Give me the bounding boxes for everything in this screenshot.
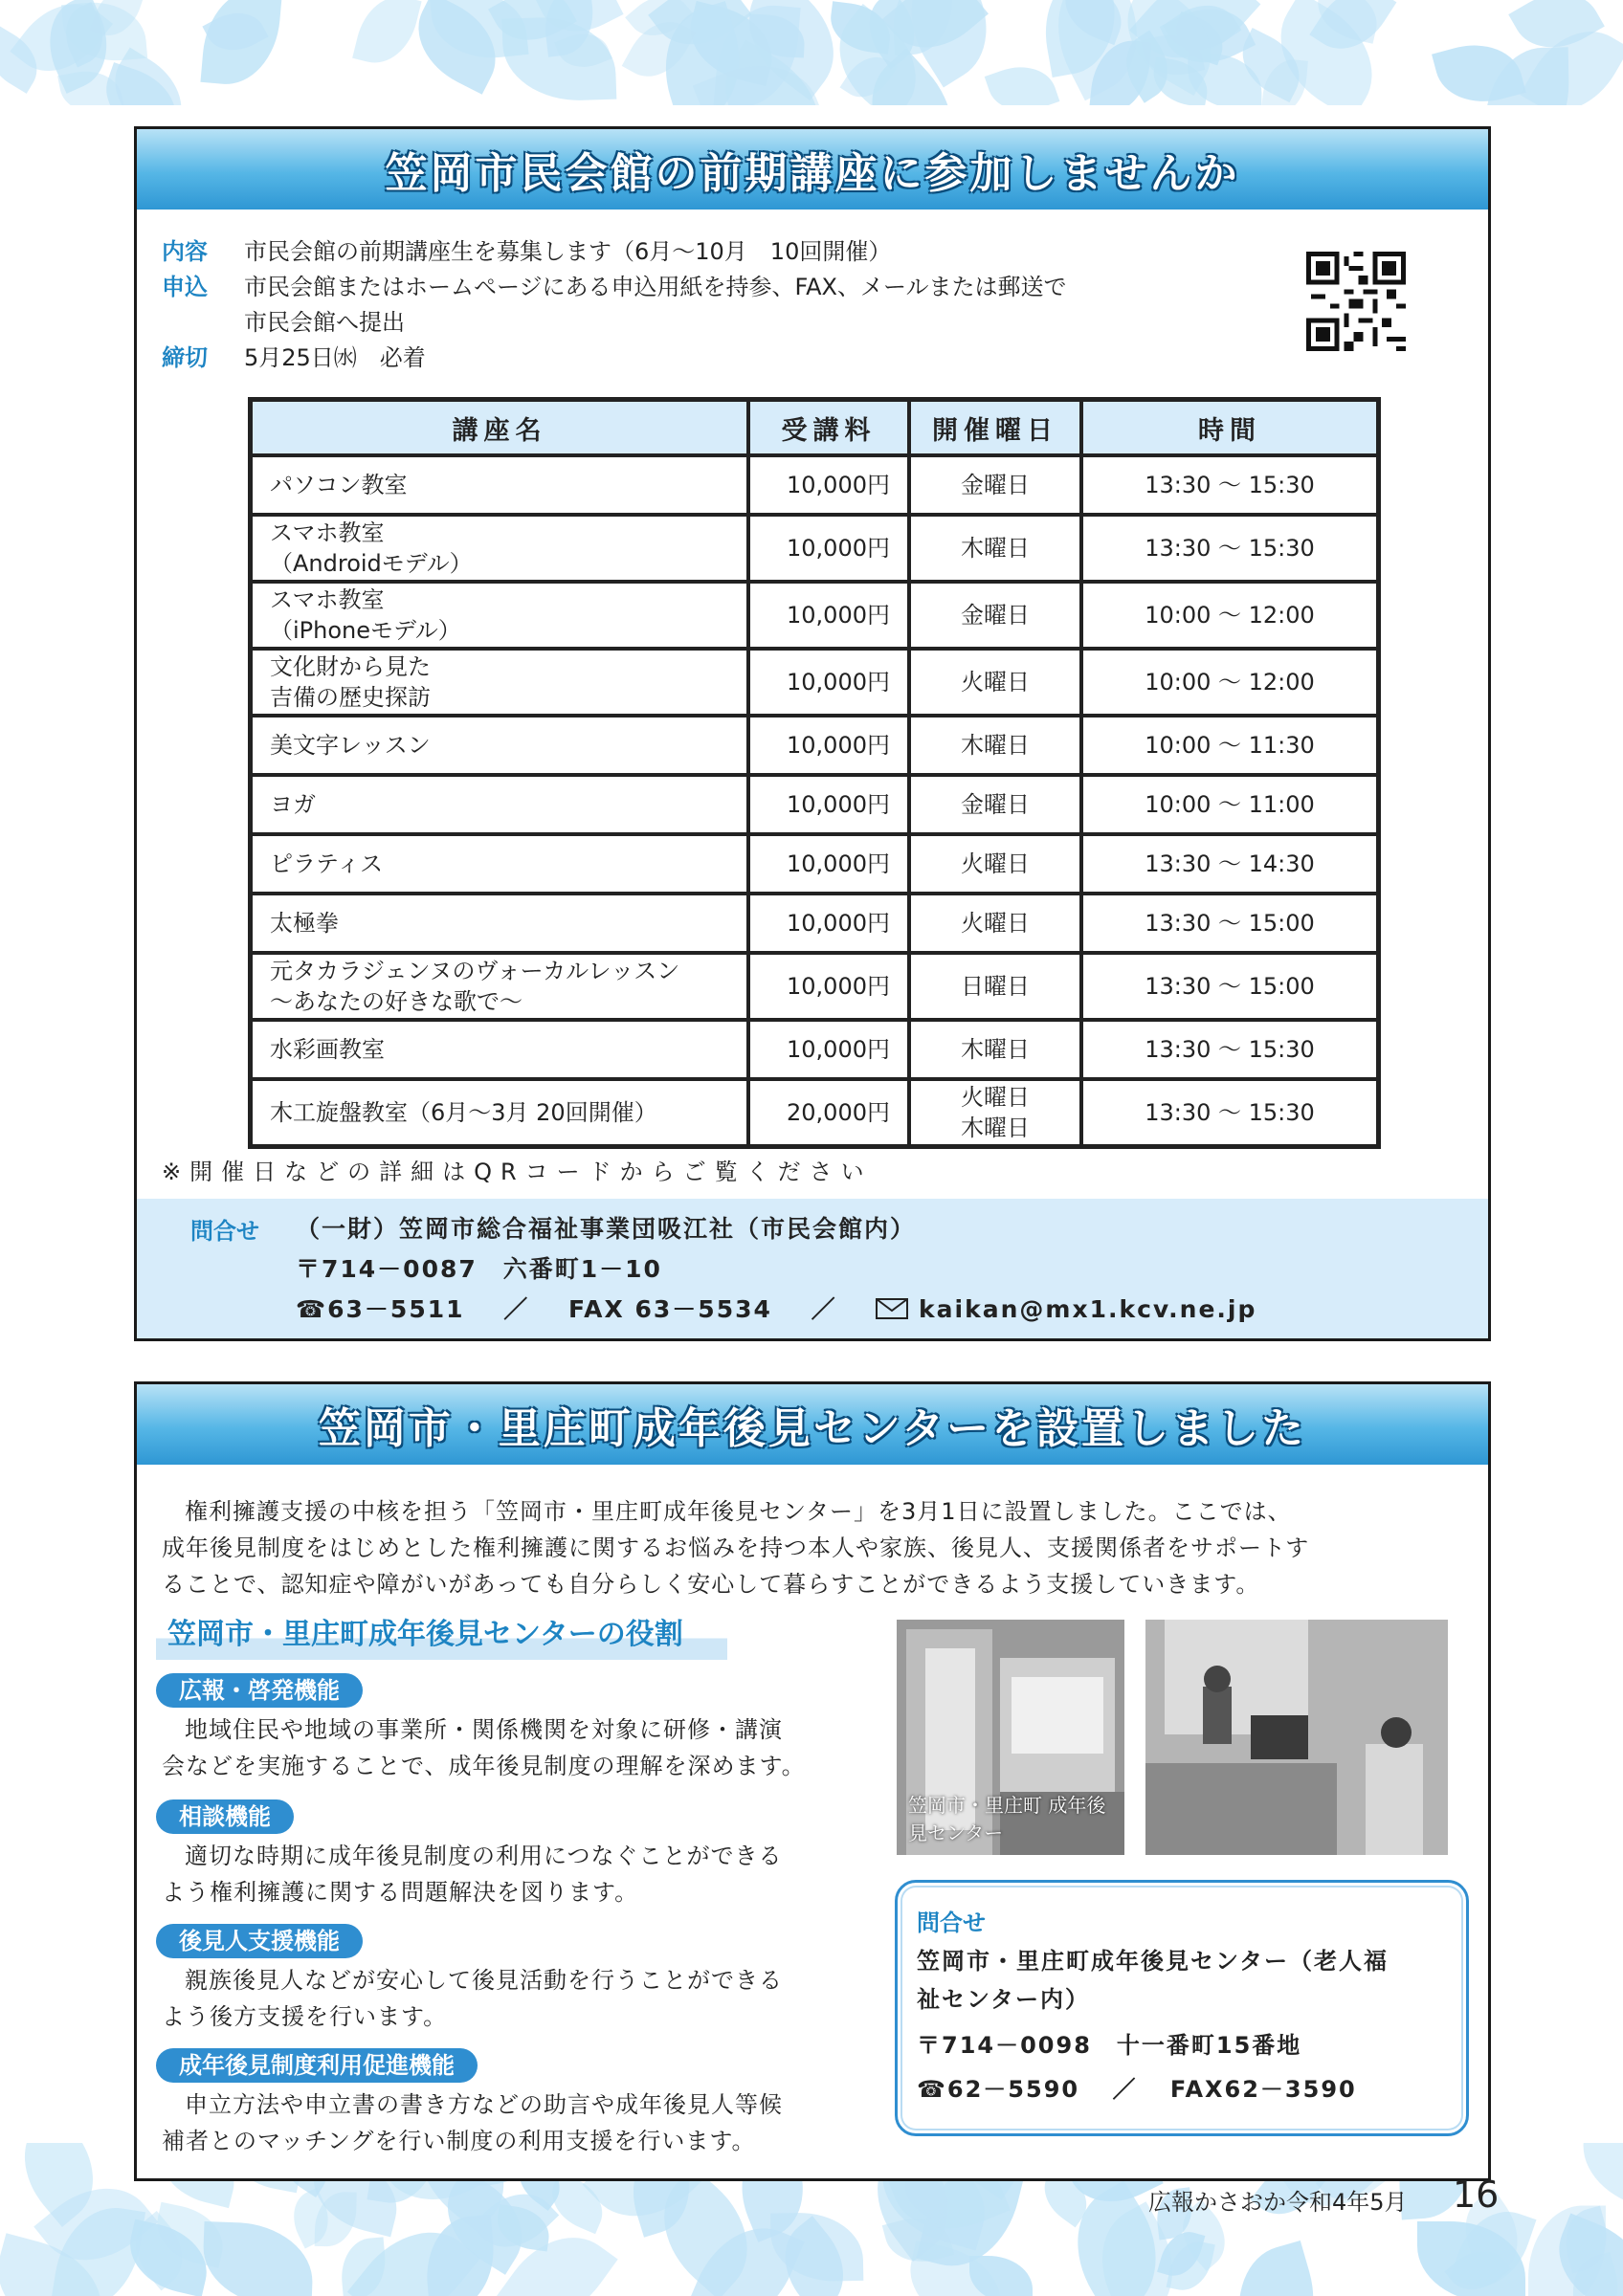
fee-cell: 10,000円 (748, 953, 909, 1020)
time-cell: 10:00 ～ 11:00 (1081, 775, 1378, 834)
course-name-cell: スマホ教室 （iPhoneモデル） (251, 582, 748, 649)
course-name-cell: パソコン教室 (251, 455, 748, 515)
col-time: 時間 (1081, 400, 1378, 455)
detail-label: 内容 (162, 238, 208, 265)
contact-address: 〒714－0098 十一番町15番地 (917, 2032, 1302, 2059)
fee-cell: 10,000円 (748, 649, 909, 716)
time-cell: 10:00 ～ 12:00 (1081, 649, 1378, 716)
table-row (251, 894, 1378, 953)
contact-phone-line (296, 1291, 1256, 1325)
lecture-contact (137, 1199, 1488, 1338)
day-cell: 金曜日 (909, 582, 1081, 649)
photo-caption: 笠岡市・里庄町 成年後見センター (908, 1794, 1106, 1844)
fee-cell: 10,000円 (748, 515, 909, 582)
guardianship-contact (895, 1880, 1469, 2136)
time-cell: 13:30 ～ 15:30 (1081, 1079, 1378, 1146)
table-row (251, 953, 1378, 1020)
col-course-name: 講座名 (251, 400, 748, 455)
contact-phone: ☎63－5511 (296, 1295, 465, 1323)
day-cell: 火曜日 (909, 834, 1081, 894)
course-name-cell: 文化財から見た 吉備の歴史探訪 (251, 649, 748, 716)
fee-cell: 20,000円 (748, 1079, 909, 1146)
detail-text: 市民会館またはホームページにある申込用紙を持参、FAX、メールまたは郵送で (244, 274, 1067, 300)
table-row (251, 455, 1378, 515)
table-row (251, 1079, 1378, 1146)
lecture-title: 笠岡市民会館の前期講座に参加しませんか (385, 149, 1240, 198)
leaf-shape (352, 0, 422, 71)
qr-code-icon[interactable] (1306, 252, 1406, 351)
leaf-shape (422, 2215, 499, 2296)
role-pill: 相談機能 (156, 1799, 294, 1834)
table-row (251, 1020, 1378, 1079)
contact-org: 笠岡市・里庄町成年後見センター（老人福 (917, 1948, 1390, 1975)
contact-org: （一財）笠岡市総合福祉事業団吸江社（市民会館内） (296, 1215, 917, 1243)
role-description: 地域住民や地域の事業所・関係機関を対象に研修・講演 会などを実施することで、成年後見制度の理解を深めます。 (162, 1716, 806, 1779)
day-cell: 金曜日 (909, 455, 1081, 515)
contact-fax: FAX62－3590 (1169, 2076, 1357, 2103)
publication-name: 広報かさおか令和4年5月 (1148, 2189, 1408, 2216)
lecture-details (162, 234, 1067, 376)
photo-center-entrance (897, 1620, 1124, 1855)
contact-phone-line (917, 2070, 1357, 2108)
detail-content (162, 234, 1067, 270)
detail-label: 締切 (162, 344, 208, 371)
course-table-body (251, 455, 1378, 1146)
detail-text: 5月25日㈬ 必着 (244, 344, 426, 371)
fee-cell: 10,000円 (748, 775, 909, 834)
table-header-row (251, 400, 1378, 455)
day-cell: 火曜日 (909, 894, 1081, 953)
separator: ／ (1112, 2076, 1138, 2103)
time-cell: 13:30 ～ 15:30 (1081, 515, 1378, 582)
role-pill: 広報・啓発機能 (156, 1673, 363, 1708)
detail-apply (162, 270, 1067, 305)
col-fee: 受講料 (748, 400, 909, 455)
day-cell: 木曜日 (909, 515, 1081, 582)
fee-cell: 10,000円 (748, 1020, 909, 1079)
course-name-cell: 美文字レッスン (251, 716, 748, 775)
intro-line: 権利擁護支援の中核を担う「笠岡市・里庄町成年後見センター」を3月1日に設置しました。ここでは、 (185, 1498, 1292, 1525)
col-day: 開催曜日 (909, 400, 1081, 455)
intro-line: 成年後見制度をはじめとした権利擁護に関するお悩みを持つ本人や家族、後見人、支援関係者をサポートす (162, 1534, 1310, 1561)
contact-phone: ☎62－5590 (917, 2076, 1080, 2103)
contact-label: 問合せ (190, 1218, 259, 1245)
course-name-cell: ピラティス (251, 834, 748, 894)
table-row (251, 515, 1378, 582)
time-cell: 13:30 ～ 15:00 (1081, 953, 1378, 1020)
fee-cell: 10,000円 (748, 894, 909, 953)
leaf-shape (1432, 33, 1525, 105)
guardianship-section (134, 1381, 1491, 2181)
detail-deadline (162, 341, 1067, 376)
contact-fax: FAX 63－5534 (567, 1295, 772, 1323)
table-row (251, 649, 1378, 716)
separator: ／ (503, 1295, 530, 1323)
day-cell: 火曜日 木曜日 (909, 1079, 1081, 1146)
role-pill: 後見人支援機能 (156, 1924, 363, 1958)
time-cell: 13:30 ～ 15:00 (1081, 894, 1378, 953)
intro-line: ることで、認知症や障がいがあっても自分らしく安心して暮らすことができるよう支援していきます。 (162, 1571, 1260, 1598)
course-name-cell: 元タカラジェンヌのヴォーカルレッスン ～あなたの好きな歌で～ (251, 953, 748, 1020)
course-table (248, 397, 1381, 1149)
detail-apply-cont (162, 305, 1067, 341)
course-name-cell: スマホ教室 （Androidモデル） (251, 515, 748, 582)
day-cell: 木曜日 (909, 1020, 1081, 1079)
day-cell: 金曜日 (909, 775, 1081, 834)
course-name-cell: 水彩画教室 (251, 1020, 748, 1079)
role-description: 申立方法や申立書の書き方などの助言や成年後見人等候 補者とのマッチングを行い制度の利用支援を行います。 (162, 2091, 783, 2154)
photo-center-office (1145, 1620, 1448, 1855)
guardianship-title: 笠岡市・里庄町成年後見センターを設置しました (318, 1404, 1307, 1453)
fee-cell: 10,000円 (748, 834, 909, 894)
detail-label: 申込 (162, 274, 208, 300)
leaf-shape (969, 2256, 1034, 2296)
detail-text: 市民会館の前期講座生を募集します（6月～10月 10回開催） (244, 238, 892, 265)
time-cell: 13:30 ～ 15:30 (1081, 455, 1378, 515)
day-cell: 木曜日 (909, 716, 1081, 775)
leaf-shape (985, 55, 1060, 105)
table-row (251, 716, 1378, 775)
fee-cell: 10,000円 (748, 455, 909, 515)
lecture-banner (137, 129, 1488, 210)
time-cell: 10:00 ～ 12:00 (1081, 582, 1378, 649)
table-row (251, 834, 1378, 894)
leaf-shape (1571, 2143, 1623, 2214)
time-cell: 13:30 ～ 15:30 (1081, 1020, 1378, 1079)
contact-org: 祉センター内） (917, 1986, 1091, 2013)
time-cell: 10:00 ～ 11:30 (1081, 716, 1378, 775)
time-cell: 13:30 ～ 14:30 (1081, 834, 1378, 894)
roles-heading: 笠岡市・里庄町成年後見センターの役割 (156, 1606, 727, 1660)
qr-note: ※開催日などの詳細はQRコードからご覧ください (162, 1159, 873, 1185)
role-description: 適切な時期に成年後見制度の利用につなぐことができる よう権利擁護に関する問題解決を図ります。 (162, 1843, 783, 1906)
page-number: 16 (1453, 2174, 1500, 2216)
mail-icon (876, 1298, 908, 1319)
guardianship-intro (162, 1493, 1473, 1602)
day-cell: 日曜日 (909, 953, 1081, 1020)
fee-cell: 10,000円 (748, 582, 909, 649)
course-name-cell: 木工旋盤教室（6月～3月 20回開催） (251, 1079, 748, 1146)
table-row (251, 582, 1378, 649)
fee-cell: 10,000円 (748, 716, 909, 775)
leaf-decoration-top (0, 0, 1623, 105)
detail-text: 市民会館へ提出 (244, 309, 405, 336)
role-pill: 成年後見制度利用促進機能 (156, 2048, 478, 2083)
course-name-cell: ヨガ (251, 775, 748, 834)
contact-label: 問合せ (917, 1910, 986, 1936)
photo-illustration (1145, 1620, 1448, 1855)
day-cell: 火曜日 (909, 649, 1081, 716)
role-description: 親族後見人などが安心して後見活動を行うことができる よう後方支援を行います。 (162, 1967, 783, 2030)
separator: ／ (811, 1295, 837, 1323)
course-name-cell: 太極拳 (251, 894, 748, 953)
contact-address: 〒714－0087 六番町1－10 (296, 1255, 662, 1283)
contact-email[interactable]: kaikan@mx1.kcv.ne.jp (919, 1295, 1257, 1323)
lecture-section (134, 126, 1491, 1341)
leaf-shape (1222, 2241, 1329, 2296)
guardianship-banner (137, 1384, 1488, 1465)
table-row (251, 775, 1378, 834)
